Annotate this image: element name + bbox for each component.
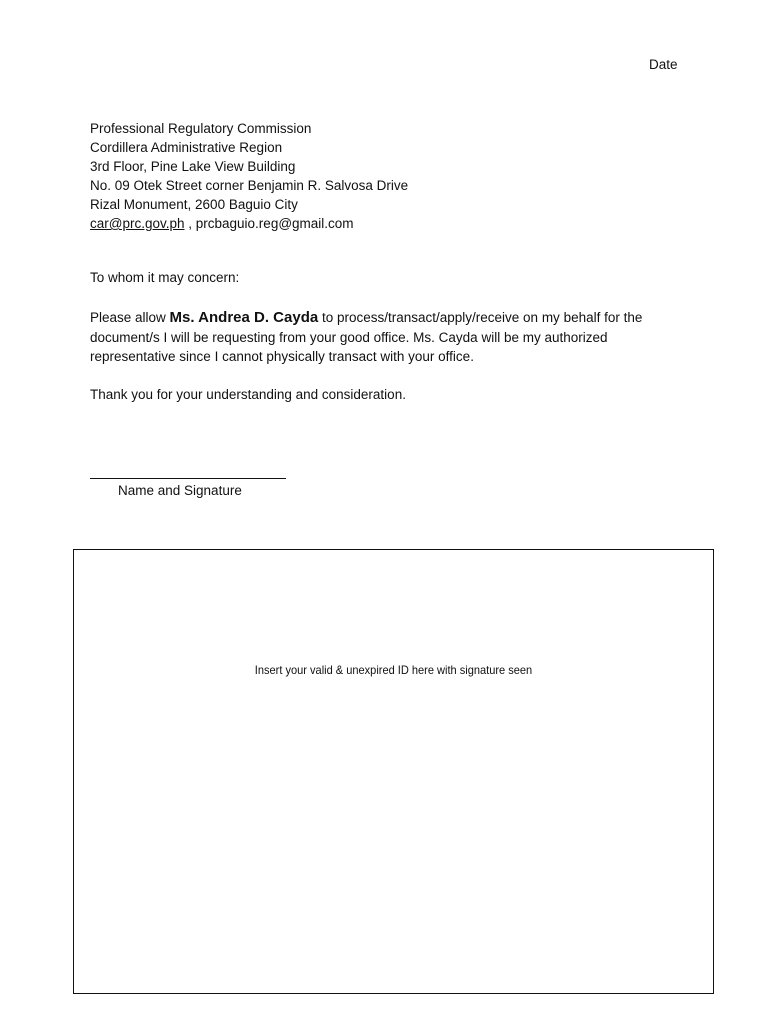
closing-text: Thank you for your understanding and consideration. <box>90 387 406 402</box>
date-label: Date <box>649 57 678 72</box>
address-line: Rizal Monument, 2600 Baguio City <box>90 197 298 212</box>
signature-line <box>90 478 286 479</box>
id-placeholder-box <box>73 549 714 994</box>
body-paragraph <box>90 308 690 367</box>
body-line <box>90 308 690 328</box>
salutation: To whom it may concern: <box>90 270 240 285</box>
address-line: Cordillera Administrative Region <box>90 140 283 155</box>
email-secondary: prcbaguio.reg@gmail.com <box>195 216 354 231</box>
recipient-address <box>90 119 408 233</box>
body-line: representative since I cannot physically transact with your office. <box>90 349 474 364</box>
body-prefix: Please allow <box>90 310 170 325</box>
id-instruction: Insert your valid & unexpired ID here with signature seen <box>254 663 533 677</box>
email-line <box>90 214 408 233</box>
body-line: document/s I will be requesting from your good office. Ms. Cayda will be my authorized <box>90 329 608 345</box>
signature-label: Name and Signature <box>118 483 242 498</box>
email-separator: , <box>184 216 196 231</box>
body-line1-rest: to process/transact/apply/receive on my behalf for the <box>318 310 643 325</box>
address-line: No. 09 Otek Street corner Benjamin R. Salvosa Drive <box>90 178 409 193</box>
address-line: 3rd Floor, Pine Lake View Building <box>90 159 296 174</box>
email-link-primary[interactable]: car@prc.gov.ph <box>90 216 185 231</box>
address-line: Professional Regulatory Commission <box>90 121 312 136</box>
representative-name: Ms. Andrea D. Cayda <box>169 309 319 326</box>
